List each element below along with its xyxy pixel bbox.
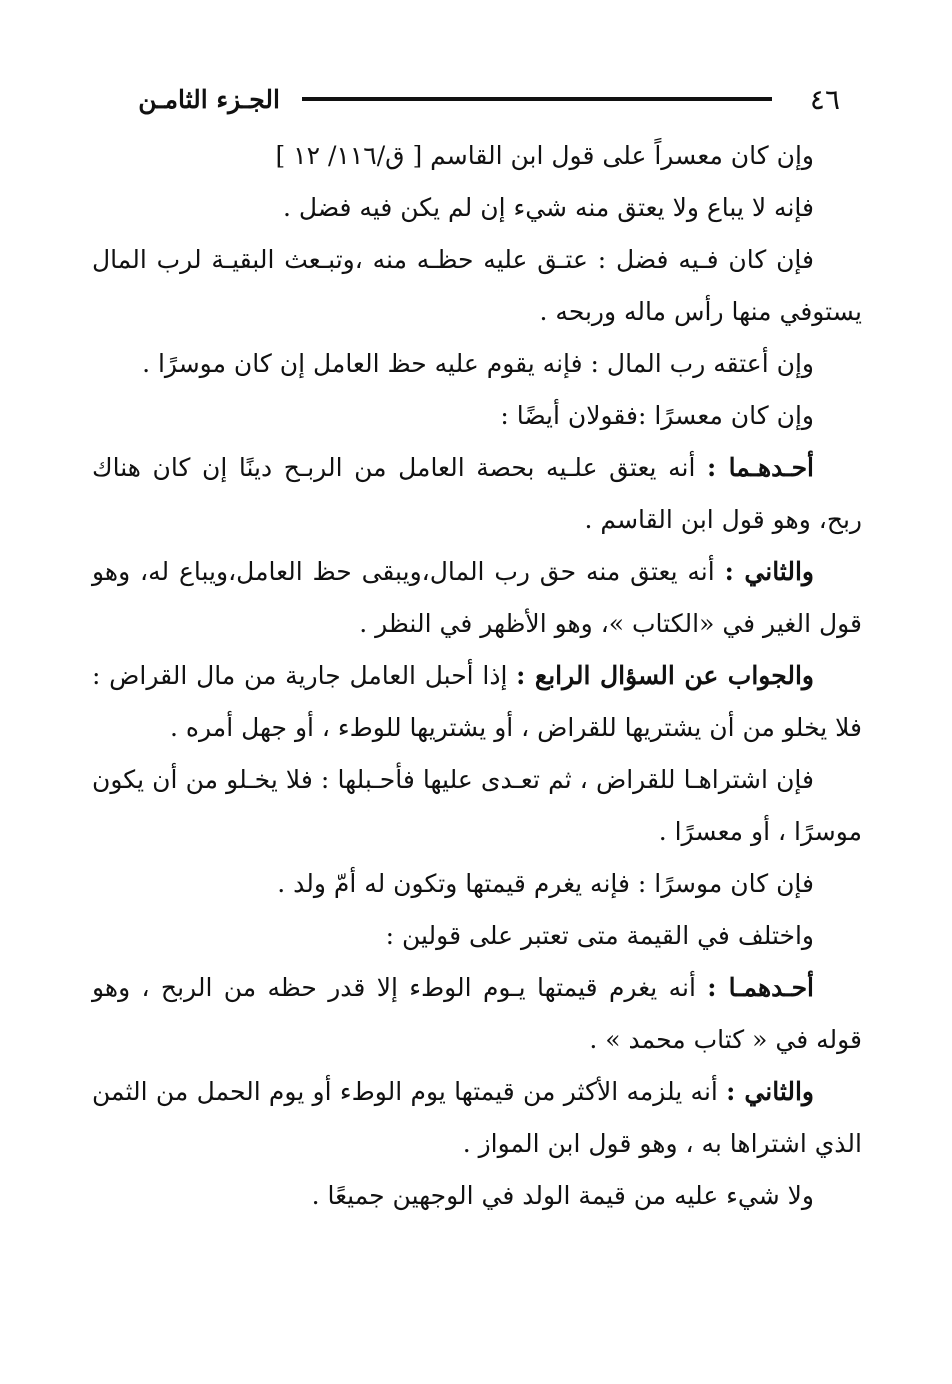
paragraph: وإن كان معسرًا :فقولان أيضًا : (500, 401, 814, 430)
paragraph-lead: والثاني : (724, 557, 814, 586)
paragraph: وإن كان معسراً على قول ابن القاسم [ ق/١١٦/ ١٢ ] (275, 141, 814, 170)
paragraph: والثاني : أنه يلزمه الأكثر من قيمتها يوم الوطء أو يوم الحمل من الثمن الذي اشتراها به ، وهو قول ابن المواز . (92, 1077, 862, 1158)
header-rule (302, 97, 772, 101)
page-header (90, 80, 850, 120)
running-title: الجـزء الثامـن (138, 85, 280, 114)
paragraph: فإن كان موسرًا : فإنه يغرم قيمتها وتكون له أمّ ولد . (277, 869, 814, 898)
paragraph: أحـدهـما : أنه يعتق علـيه بحصة العامل من الربـح دينًا إن كان هناك ربح، وهو قول ابن القاسم . (92, 453, 862, 534)
paragraph: أحـدهمـا : أنه يغرم قيمتها يـوم الوطء إلا قدر حظه من الربح ، وهو قوله في « كتاب محمد » . (92, 973, 862, 1054)
page-number: ٤٦ (809, 83, 840, 116)
paragraph: والجواب عن السؤال الرابع : إذا أحبل العامل جارية من مال القراض : فلا يخلو من أن يشتريها للقراض ، أو يشتريها للوطء ، أو جهل أمره . (92, 661, 862, 742)
paragraph-lead: والجواب عن السؤال الرابع : (516, 661, 814, 690)
paragraph: والثاني : أنه يعتق منه حق رب المال،ويبقى حظ العامل،ويباع له، وهو قول الغير في «الكتاب »، وهو الأظهر في النظر . (92, 557, 862, 638)
paragraph: واختلف في القيمة متى تعتبر على قولين : (385, 921, 814, 950)
paragraph: وإن أعتقه رب المال : فإنه يقوم عليه حظ العامل إن كان موسرًا . (142, 349, 814, 378)
paragraph-lead: أحـدهـما : (707, 453, 814, 482)
paragraph: فإنه لا يباع ولا يعتق منه شيء إن لم يكن فيه فضل . (283, 193, 814, 222)
body-text (92, 130, 862, 1222)
paragraph: فإن كان فـيه فضل : عتـق عليه حظـه منه ،وتبـعث البقيـة لرب المال يستوفي منها رأس ماله وربحه . (92, 245, 862, 326)
paragraph: فإن اشتراهـا للقراض ، ثم تعـدى عليها فأحـبلها : فلا يخـلو من أن يكون موسرًا ، أو معسرًا . (92, 765, 862, 846)
paragraph: ولا شيء عليه من قيمة الولد في الوجهين جميعًا . (311, 1181, 814, 1210)
paragraph-lead: والثاني : (726, 1077, 814, 1106)
paragraph-lead: أحـدهمـا : (707, 973, 815, 1002)
